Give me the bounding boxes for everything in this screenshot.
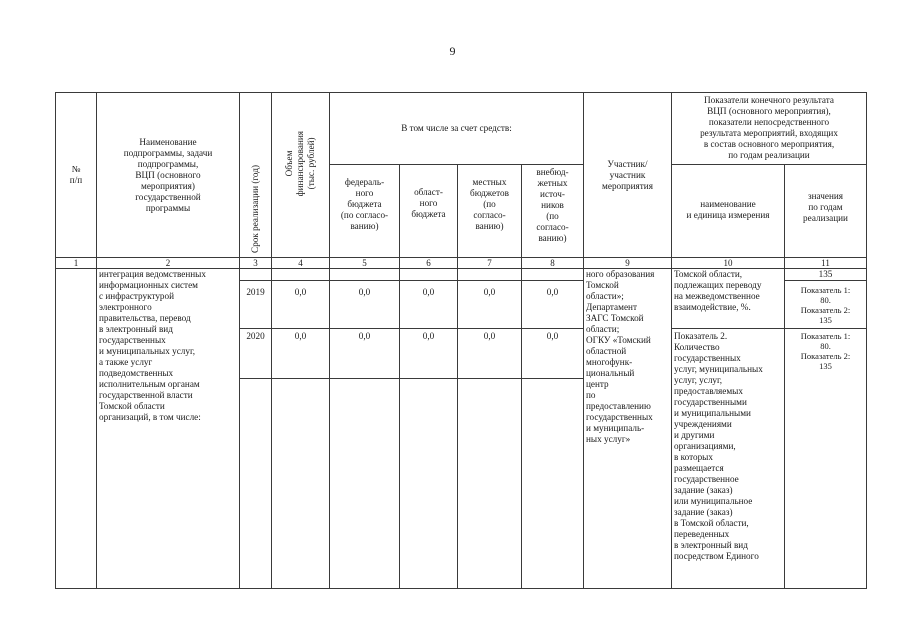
header-regional: област- ного бюджета	[400, 165, 458, 258]
header-local: местных бюджетов (по согласо- ванию)	[458, 165, 522, 258]
header-name: Наименование подпрограммы, задачи подпрограммы, ВЦП (основного мероприятия) государственной программы	[97, 93, 240, 258]
empty-cell	[272, 379, 330, 589]
empty-cell	[400, 379, 458, 589]
regional-2019: 0,0	[400, 281, 458, 329]
empty-cell	[458, 269, 522, 281]
header-row-1	[56, 93, 867, 165]
column-number: 3	[240, 258, 272, 269]
column-numbers-row	[56, 258, 867, 269]
column-number: 7	[458, 258, 522, 269]
program-table	[55, 92, 867, 589]
header-period-cell	[240, 93, 272, 258]
volume-2020: 0,0	[272, 329, 330, 379]
column-number: 8	[522, 258, 584, 269]
offbudget-2020: 0,0	[522, 329, 584, 379]
offbudget-2019: 0,0	[522, 281, 584, 329]
row-participant: ного образования Томской области»; Департамент ЗАГС Томской области; ОГКУ «Томский областной многофунк- циональный центр по предоставлению государственных и муниципаль- ных услуг»	[584, 269, 672, 589]
header-participant: Участник/ участник мероприятия	[584, 93, 672, 258]
empty-cell	[458, 379, 522, 589]
federal-2020: 0,0	[330, 329, 400, 379]
empty-cell	[330, 379, 400, 589]
empty-cell	[522, 379, 584, 589]
row-indicator-text-1: Томской области, подлежащих переводу на межведомственное взаимодействие, %.	[672, 269, 785, 329]
column-number: 9	[584, 258, 672, 269]
column-number: 6	[400, 258, 458, 269]
empty-cell	[240, 379, 272, 589]
row-indicator-text-2: Показатель 2. Количество государственных услуг, муниципальных услуг, услуг, предоставляемых государственными и муниципальными учреждениями и другими организациями, в которых размещается государственное задание (заказ) или муниципальное задание (заказ) в Томской области, переведенных в электронный вид посредством Единого	[672, 329, 785, 589]
local-2020: 0,0	[458, 329, 522, 379]
page-number: 9	[449, 44, 456, 58]
header-indicator-name: наименование и единица измерения	[672, 165, 785, 258]
empty-cell	[330, 269, 400, 281]
header-including: В том числе за счет средств:	[330, 93, 584, 165]
year-2020: 2020	[240, 329, 272, 379]
column-number: 4	[272, 258, 330, 269]
year-2019: 2019	[240, 281, 272, 329]
empty-cell	[272, 269, 330, 281]
header-indicator-values: значения по годам реализации	[785, 165, 867, 258]
local-2019: 0,0	[458, 281, 522, 329]
header-indicators: Показатели конечного результата ВЦП (основного мероприятия), показатели непосредственного результата мероприятий, входящих в состав основного мероприятия, по годам реализации	[672, 93, 867, 165]
volume-2019: 0,0	[272, 281, 330, 329]
federal-2019: 0,0	[330, 281, 400, 329]
header-volume: Объем финансирования (тыс. рублей)	[284, 131, 316, 197]
values-2020: Показатель 1: 80. Показатель 2: 135	[785, 329, 867, 589]
column-number: 5	[330, 258, 400, 269]
column-number: 10	[672, 258, 785, 269]
empty-cell	[400, 269, 458, 281]
values-2019: Показатель 1: 80. Показатель 2: 135	[785, 281, 867, 329]
table-row	[56, 269, 867, 281]
empty-cell	[240, 269, 272, 281]
header-federal: федераль- ного бюджета (по согласо- ванию)	[330, 165, 400, 258]
column-number: 2	[97, 258, 240, 269]
header-number: № п/п	[56, 93, 97, 258]
header-offbudget: внебюд- жетных источ- ников (по согласо- ванию)	[522, 165, 584, 258]
column-number: 1	[56, 258, 97, 269]
header-period: Срок реализации (год)	[250, 165, 260, 253]
column-number: 11	[785, 258, 867, 269]
row-name: интеграция ведомственных информационных систем с инфраструктурой электронного правительства, перевод в электронный вид государственных и муниципальных услуг, а также услуг подведомственных исполнительным органам государственной власти Томской области организаций, в том числе:	[97, 269, 240, 589]
row-top-value: 135	[785, 269, 867, 281]
empty-cell	[522, 269, 584, 281]
regional-2020: 0,0	[400, 329, 458, 379]
header-volume-cell	[272, 93, 330, 258]
row-number-cell	[56, 269, 97, 589]
